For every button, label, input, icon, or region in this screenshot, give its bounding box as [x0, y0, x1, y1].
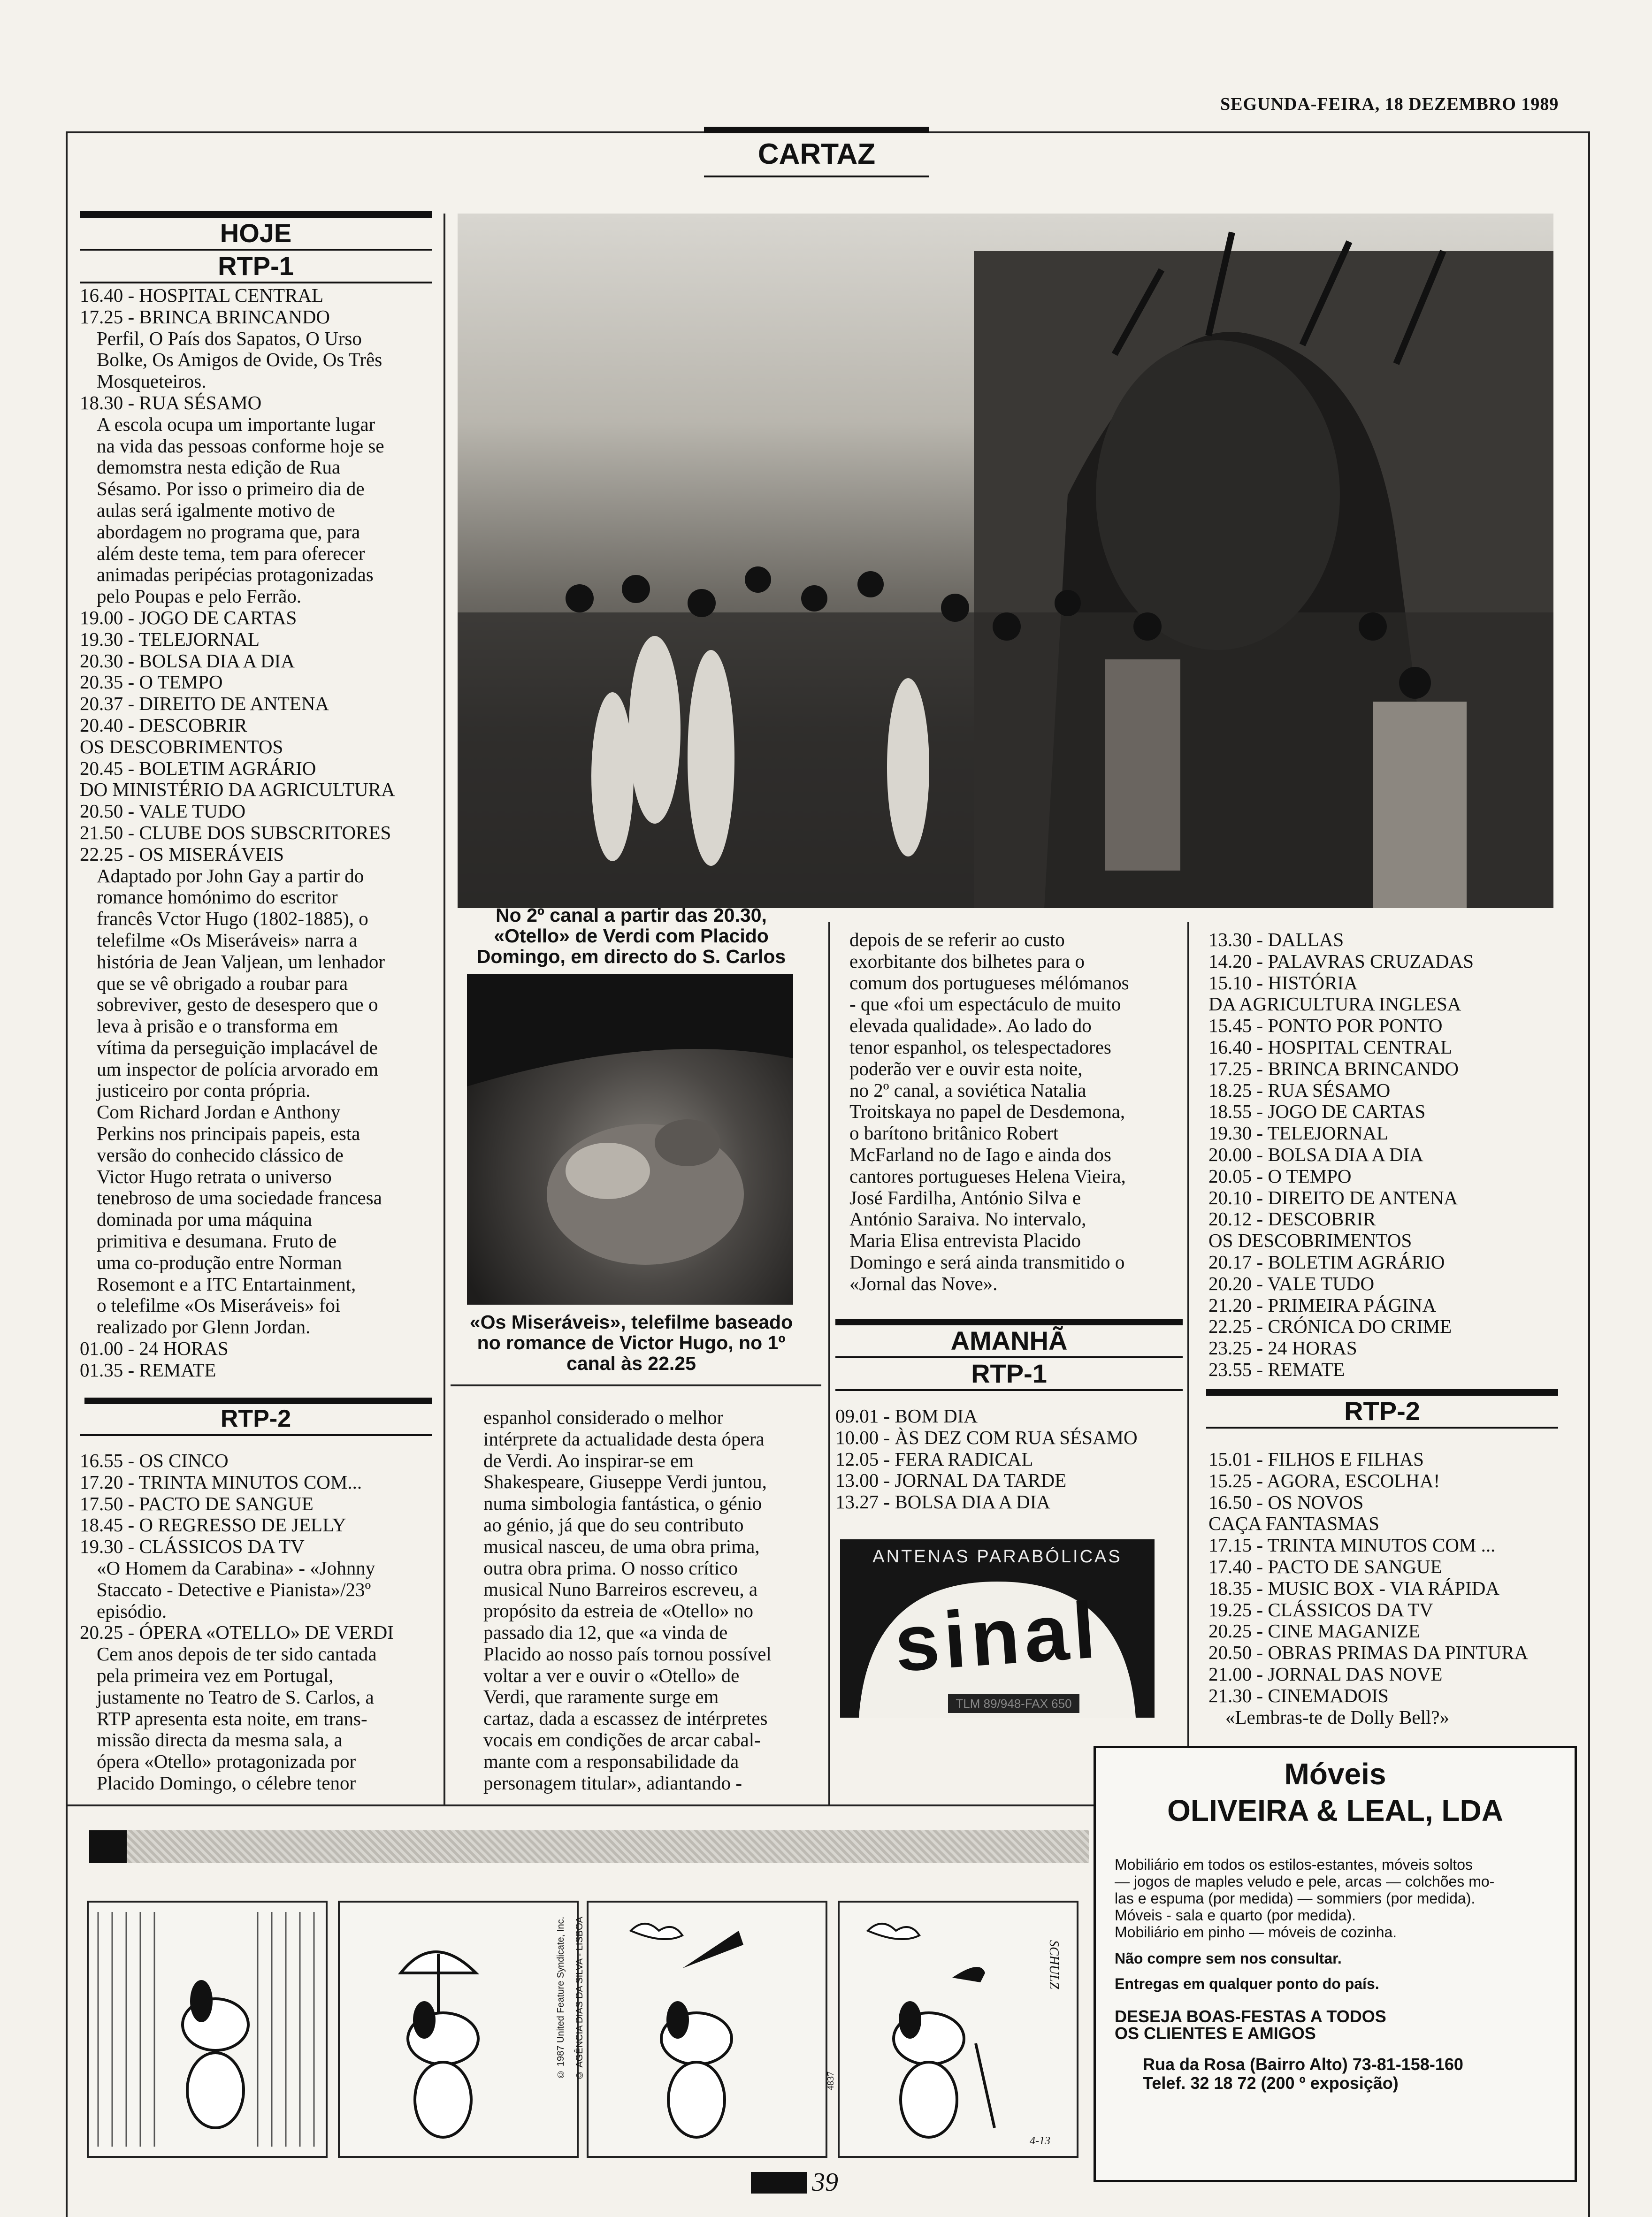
program-line: 19.30 - TELEJORNAL — [80, 628, 260, 650]
program-line: uma co-produção entre Norman — [97, 1251, 342, 1273]
issue-date: SEGUNDA-FEIRA, 18 DEZEMBRO 1989 — [1220, 94, 1559, 114]
article-line: depois de se referir ao custo — [849, 929, 1065, 950]
program-line: aulas será igalmente motivo de — [97, 499, 335, 521]
program-line: na vida das pessoas conforme hoje se — [97, 435, 384, 457]
program-line: 22.25 - CRÓNICA DO CRIME — [1208, 1315, 1452, 1338]
ad-line: Móveis - sala e quarto (por medida). — [1115, 1907, 1356, 1924]
cartaz-title: CARTAZ — [704, 133, 929, 177]
program-line: demomstra nesta edição de Rua — [97, 456, 341, 478]
comic-panel-1 — [87, 1901, 328, 2158]
program-line: 16.40 - HOSPITAL CENTRAL — [1208, 1036, 1453, 1058]
comic-agency: © AGÊNCIA DIAS DA SILVA - LISBOA — [574, 1917, 585, 2080]
moveis-delivery: Entregas em qualquer ponto do país. — [1115, 1975, 1379, 1992]
otello-article-col2 — [849, 929, 1187, 1295]
program-line: 20.30 - BOLSA DIA A DIA — [80, 650, 295, 672]
program-line: «O Homem da Carabina» - «Johnny — [97, 1557, 375, 1579]
article-line: - que «foi um espectáculo de muito — [849, 993, 1121, 1015]
comic-date: 4-13 — [1030, 2135, 1050, 2147]
program-line: 13.27 - BOLSA DIA A DIA — [835, 1491, 1050, 1513]
program-line: Rosemont e a ITC Entartainment, — [97, 1273, 356, 1295]
publication-logo — [751, 2172, 807, 2194]
otello-article-col1 — [483, 1407, 826, 1794]
rtp2-today-listing — [80, 1450, 436, 1794]
program-line: 01.35 - REMATE — [80, 1359, 216, 1381]
article-line: António Saraiva. No intervalo, — [849, 1208, 1086, 1230]
sinal-phone: TLM 89/948-FAX 650 — [948, 1694, 1079, 1713]
program-line: OS DESCOBRIMENTOS — [1208, 1230, 1412, 1252]
comic-panel-3 — [574, 1901, 827, 2158]
program-line: 13.30 - DALLAS — [1208, 929, 1344, 950]
program-line: 16.55 - OS CINCO — [80, 1450, 229, 1471]
program-line: 18.35 - MUSIC BOX - VIA RÁPIDA — [1208, 1577, 1499, 1599]
small-photo-caption: «Os Miseráveis», telefilme baseado no romance de Victor Hugo, no 1º canal às 22.25 — [469, 1311, 793, 1374]
program-line: 19.00 - JOGO DE CARTAS — [80, 606, 297, 628]
article-line: intérprete da actualidade desta ópera — [483, 1428, 765, 1450]
program-line: 17.15 - TRINTA MINUTOS COM ... — [1208, 1534, 1496, 1556]
program-line: 16.40 - HOSPITAL CENTRAL — [80, 284, 324, 306]
article-line: José Fardilha, António Silva e — [849, 1186, 1081, 1208]
program-line: primitiva e desumana. Fruto de — [97, 1230, 337, 1252]
rtp2-today-heading — [80, 1403, 432, 1436]
article-line: elevada qualidade». Ao lado do — [849, 1015, 1092, 1037]
page-number: 39 — [812, 2168, 838, 2197]
article-line: Troitskaya no papel de Desdemona, — [849, 1101, 1125, 1123]
program-line: justamente no Teatro de S. Carlos, a — [97, 1686, 374, 1708]
program-line: 19.30 - TELEJORNAL — [1208, 1122, 1389, 1144]
comic-strip-banner — [89, 1830, 1089, 1863]
program-line: «Lembras-te de Dolly Bell?» — [1225, 1706, 1450, 1728]
sinal-top-text: ANTENAS PARABÓLICAS — [872, 1547, 1122, 1567]
program-line: 14.20 - PALAVRAS CRUZADAS — [1208, 950, 1474, 972]
program-line: ópera «Otello» protagonizada por — [97, 1751, 356, 1773]
program-line: 18.30 - RUA SÉSAMO — [80, 391, 262, 413]
program-line: 15.45 - PONTO POR PONTO — [1208, 1015, 1443, 1037]
program-line: sobreviver, gesto de desespero que o — [97, 994, 378, 1016]
program-line: Adaptado por John Gay a partir do — [97, 864, 364, 887]
amanha-rtp1-listing — [835, 1406, 1183, 1513]
program-line: 18.45 - O REGRESSO DE JELLY — [80, 1514, 346, 1536]
comic-panel-2 — [338, 1901, 579, 2158]
otello-opera-photo — [458, 214, 1553, 908]
program-line: o telefilme «Os Miseráveis» foi — [97, 1294, 341, 1316]
program-line: leva à prisão e o transforma em — [97, 1015, 338, 1037]
program-line: 17.50 - PACTO DE SANGUE — [80, 1492, 314, 1514]
program-line: Sésamo. Por isso o primeiro dia de — [97, 478, 365, 500]
program-line: RTP apresenta esta noite, em trans- — [97, 1707, 367, 1729]
article-line: Shakespeare, Giuseppe Verdi juntou, — [483, 1471, 767, 1493]
sinal-antenna-ad — [840, 1539, 1155, 1718]
program-line: romance homónimo do escritor — [97, 886, 338, 908]
program-line: 21.20 - PRIMEIRA PÁGINA — [1208, 1294, 1437, 1316]
article-line: poderão ver e ouvir esta noite, — [849, 1057, 1083, 1079]
article-line: ao génio, já que do seu contributo — [483, 1514, 744, 1536]
article-line: cartaz, dada a escassez de intérpretes — [483, 1707, 768, 1729]
article-line: voltar a ver e ouvir o «Otello» de — [483, 1664, 740, 1686]
article-line: mante com a responsabilidade da — [483, 1750, 739, 1772]
program-line: 20.05 - O TEMPO — [1208, 1165, 1352, 1187]
program-line: 21.30 - CINEMADOIS — [1208, 1684, 1389, 1706]
program-line: Cem anos depois de ter sido cantada — [97, 1643, 377, 1665]
page-footer — [751, 2168, 864, 2196]
rtp2-tomorrow-listing — [1208, 1449, 1556, 1728]
program-line: 21.50 - CLUBE DOS SUBSCRITORES — [80, 821, 391, 843]
program-line: 13.00 - JORNAL DA TARDE — [835, 1469, 1067, 1491]
article-line: no 2º canal, a soviética Natalia — [849, 1079, 1086, 1101]
program-line: 17.25 - BRINCA BRINCANDO — [80, 306, 330, 328]
hoje-rtp1-listing — [80, 285, 436, 1381]
program-line: 23.55 - REMATE — [1208, 1358, 1345, 1380]
program-line: 21.00 - JORNAL DAS NOVE — [1208, 1663, 1443, 1685]
moveis-address: Rua da Rosa (Bairro Alto) 73-81-158-160 — [1143, 2055, 1463, 2074]
main-photo-caption: No 2º canal a partir das 20.30, «Otello» de Verdi com Placido Domingo, em directo do S. Carlos — [476, 904, 786, 967]
program-line: 17.25 - BRINCA BRINCANDO — [1208, 1057, 1459, 1079]
program-line: Perkins nos principais papeis, esta — [97, 1123, 360, 1145]
article-line: Verdi, que raramente surge em — [483, 1686, 719, 1708]
program-line: OS DESCOBRIMENTOS — [80, 735, 283, 757]
ad-line: Mobiliário em todos os estilos-estantes, móveis soltos — [1115, 1856, 1473, 1873]
article-line: passado dia 12, que «a vinda de — [483, 1621, 728, 1643]
program-line: realizado por Glenn Jordan. — [97, 1316, 311, 1338]
program-line: Mosqueteiros. — [97, 370, 206, 392]
miseraveis-photo — [467, 974, 793, 1305]
comic-code: 4837 — [826, 2072, 836, 2090]
program-line: Com Richard Jordan e Anthony — [97, 1101, 341, 1123]
program-line: telefilme «Os Miseráveis» narra a — [97, 929, 358, 951]
program-line: 19.30 - CLÁSSICOS DA TV — [80, 1536, 305, 1558]
program-line: 20.25 - CINE MAGANIZE — [1208, 1620, 1420, 1642]
program-line: Staccato - Detective e Pianista»/23º — [97, 1578, 371, 1600]
article-line: espanhol considerado o melhor — [483, 1407, 724, 1428]
program-line: tenebroso de uma sociedade francesa — [97, 1187, 382, 1209]
article-line: «Jornal das Nove». — [849, 1272, 998, 1294]
program-line: Perfil, O País dos Sapatos, O Urso — [97, 327, 362, 349]
program-line: episódio. — [97, 1600, 167, 1622]
program-line: 20.10 - DIREITO DE ANTENA — [1208, 1186, 1458, 1208]
article-line: McFarland no de Iago e ainda dos — [849, 1143, 1111, 1165]
article-line: o barítono britânico Robert — [849, 1122, 1059, 1144]
ad-line: las e espuma (por medida) — sommiers (por medida). — [1115, 1890, 1476, 1907]
comic-panel-4 — [826, 1901, 1078, 2158]
program-line: animadas peripécias protagonizadas — [97, 564, 374, 586]
program-line: 20.37 - DIREITO DE ANTENA — [80, 693, 329, 715]
section-title — [704, 127, 929, 177]
hoje-title: HOJE — [80, 218, 432, 251]
article-line: comum dos portugueses mélómanos — [849, 971, 1129, 994]
article-line: cantores portugueses Helena Vieira, — [849, 1165, 1126, 1187]
program-line: um inspector de polícia arvorado em — [97, 1058, 378, 1080]
program-line: justiceiro por conta própria. — [97, 1079, 311, 1101]
program-line: 20.00 - BOLSA DIA A DIA — [1208, 1143, 1423, 1165]
article-line: tenor espanhol, os telespectadores — [849, 1036, 1111, 1058]
program-line: 10.00 - ÀS DEZ COM RUA SÉSAMO — [835, 1426, 1138, 1448]
program-line: 20.35 - O TEMPO — [80, 671, 223, 693]
moveis-oliveira-leal-ad — [1094, 1746, 1577, 2182]
program-line: DO MINISTÉRIO DA AGRICULTURA — [80, 779, 395, 801]
comic-signature: SCHULZ — [1047, 1940, 1061, 1989]
program-line: dominada por uma máquina — [97, 1208, 312, 1231]
article-line: musical nasceu, de uma obra prima, — [483, 1535, 760, 1557]
program-line: 19.25 - CLÁSSICOS DA TV — [1208, 1598, 1433, 1621]
rtp1-tomorrow-listing — [1208, 929, 1556, 1381]
article-line: de Verdi. Ao inspirar-se em — [483, 1449, 694, 1471]
amanha-rtp1-label: RTP-1 — [835, 1358, 1183, 1391]
program-line: 20.40 - DESCOBRIR — [80, 714, 247, 736]
program-line: francês Vctor Hugo (1802-1885), o — [97, 908, 368, 930]
program-line: 18.55 - JOGO DE CARTAS — [1208, 1101, 1426, 1123]
article-line: outra obra prima. O nosso crítico — [483, 1557, 738, 1579]
program-line: 01.00 - 24 HORAS — [80, 1338, 229, 1360]
rtp2-tomorrow-label: RTP-2 — [1206, 1396, 1558, 1429]
amanha-heading — [835, 1319, 1183, 1391]
program-line: pela primeira vez em Portugal, — [97, 1664, 334, 1686]
program-line: 20.50 - OBRAS PRIMAS DA PINTURA — [1208, 1642, 1529, 1664]
article-line: musical Nuno Barreiros escreveu, a — [483, 1578, 758, 1600]
program-line: 20.17 - BOLETIM AGRÁRIO — [1208, 1251, 1445, 1273]
program-line: que se vê obrigado a roubar para — [97, 972, 348, 994]
program-line: 20.12 - DESCOBRIR — [1208, 1208, 1376, 1230]
program-line: 18.25 - RUA SÉSAMO — [1208, 1079, 1391, 1101]
article-line: propósito da estreia de «Otello» no — [483, 1600, 754, 1622]
sinal-brand: sinal — [892, 1585, 1103, 1689]
article-line: Placido ao nosso país tornou possível — [483, 1643, 772, 1665]
article-line: vocais em condições de arcar cabal- — [483, 1728, 761, 1751]
program-line: CAÇA FANTASMAS — [1208, 1513, 1379, 1535]
article-line: Maria Elisa entrevista Placido — [849, 1230, 1081, 1252]
article-line: personagem titular», adiantando - — [483, 1772, 742, 1794]
program-line: 20.45 - BOLETIM AGRÁRIO — [80, 757, 316, 779]
program-line: abordagem no programa que, para — [97, 520, 360, 543]
comic-copyright: © 1987 United Feature Syndicate, Inc. — [556, 1917, 566, 2079]
ad-line: — jogos de maples veludo e pele, arcas — colchões mo- — [1115, 1873, 1495, 1890]
program-line: 16.50 - OS NOVOS — [1208, 1491, 1364, 1513]
program-line: 20.20 - VALE TUDO — [1208, 1272, 1375, 1294]
program-line: vítima da perseguição implacável de — [97, 1036, 378, 1058]
program-line: 09.01 - BOM DIA — [835, 1405, 978, 1427]
program-line: história de Jean Valjean, um lenhador — [97, 950, 385, 972]
moveis-company: OLIVEIRA & LEAL, LDA — [1167, 1794, 1503, 1827]
moveis-phone: Telef. 32 18 72 (200 º exposição) — [1143, 2073, 1399, 2093]
program-line: A escola ocupa um importante lugar — [97, 413, 375, 435]
program-line: 15.10 - HISTÓRIA — [1208, 971, 1358, 994]
ad-line: Mobiliário em pinho — móveis de cozinha. — [1115, 1924, 1397, 1941]
program-line: 17.20 - TRINTA MINUTOS COM... — [80, 1471, 362, 1493]
moveis-title: Móveis — [1284, 1757, 1386, 1791]
moveis-greeting-2: OS CLIENTES E AMIGOS — [1115, 2024, 1316, 2043]
article-line: exorbitante dos bilhetes para o — [849, 950, 1085, 972]
program-line: 15.25 - AGORA, ESCOLHA! — [1208, 1469, 1440, 1491]
program-line: pelo Poupas e pelo Ferrão. — [97, 585, 302, 607]
program-line: Victor Hugo retrata o universo — [97, 1165, 332, 1187]
moveis-greeting-1: DESEJA BOAS-FESTAS A TODOS — [1115, 2007, 1386, 2026]
program-line: 15.01 - FILHOS E FILHAS — [1208, 1448, 1424, 1470]
article-line: Domingo e será ainda transmitido o — [849, 1251, 1125, 1273]
moveis-description — [1115, 1856, 1556, 1941]
program-line: 22.25 - OS MISERÁVEIS — [80, 843, 284, 865]
program-line: 12.05 - FERA RADICAL — [835, 1448, 1033, 1470]
amanha-title: AMANHÃ — [835, 1325, 1183, 1358]
program-line: 20.25 - ÓPERA «OTELLO» DE VERDI — [80, 1621, 394, 1644]
program-line: versão do conhecido clássico de — [97, 1144, 344, 1166]
hoje-heading — [80, 211, 432, 283]
program-line: 23.25 - 24 HORAS — [1208, 1337, 1357, 1359]
moveis-consult: Não compre sem nos consultar. — [1115, 1950, 1342, 1967]
program-line: missão directa da mesma sala, a — [97, 1729, 343, 1751]
program-line: Bolke, Os Amigos de Ovide, Os Três — [97, 349, 382, 371]
program-line: 17.40 - PACTO DE SANGUE — [1208, 1555, 1442, 1577]
program-line: 20.50 - VALE TUDO — [80, 800, 246, 822]
program-line: Placido Domingo, o célebre tenor — [97, 1772, 356, 1794]
program-line: além deste tema, tem para oferecer — [97, 542, 365, 564]
comic-strip-banner-block — [89, 1830, 127, 1863]
program-line: DA AGRICULTURA INGLESA — [1208, 993, 1461, 1015]
rtp1-label: RTP-1 — [80, 251, 432, 283]
rtp2-today-label: RTP-2 — [80, 1403, 432, 1436]
article-line: numa simbologia fantástica, o génio — [483, 1492, 762, 1514]
rtp2-tomorrow-heading — [1206, 1389, 1558, 1429]
